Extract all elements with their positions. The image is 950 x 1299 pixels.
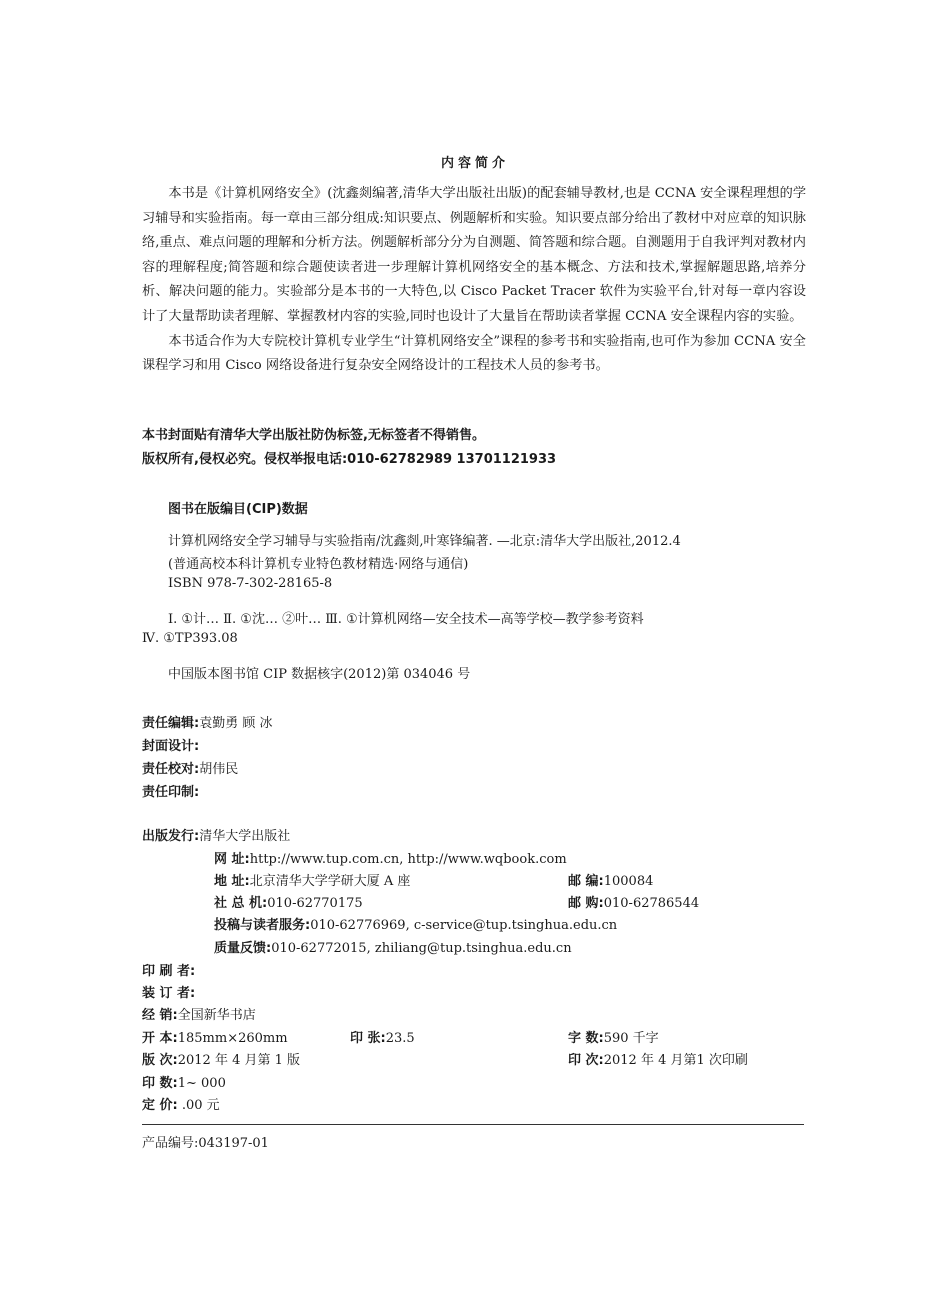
- price-value: .00 元: [177, 1098, 220, 1113]
- impression-row: [568, 1049, 748, 1068]
- cip-line-2: (普通高校本科计算机专业特色教材精选·网络与通信): [168, 557, 469, 572]
- reader-service-row: [214, 914, 617, 933]
- switchboard-value: 010-62770175: [267, 896, 363, 911]
- intro-section: [142, 182, 806, 379]
- print-run-row: [142, 1072, 226, 1091]
- editor-value: 袁勤勇 顾 冰: [199, 716, 273, 731]
- price-label: 定 价:: [142, 1098, 178, 1113]
- distributor-value: 全国新华书店: [177, 1008, 256, 1023]
- copyright-notice: 版权所有,侵权必究。侵权举报电话:010-62782989 13701121933: [142, 452, 557, 467]
- website-value: http://www.tup.com.cn, http://www.wqbook.com: [249, 852, 567, 867]
- intro-paragraph-1: 本书是《计算机网络安全》(沈鑫剡编著,清华大学出版社出版)的配套辅导教材,也是 CCNA 安全课程理想的学习辅导和实验指南。每一章由三部分组成:知识要点、例题解析和实验。知识要点部分给出了教材中对应章的知识脉络,重点、难点问题的理解和分析方法。例题解析部分分为自测题、简答题和综合题。自测题用于自我评判对教材内容的理解程度;简答题和综合题使读者进一步理解计算机网络安全的基本概念、方法和技术,掌握解题思路,培养分析、解决问题的能力。实验部分是本书的一大特色,以 Cisco Packet Tracer 软件为实验平台,针对每一章内容设计了大量帮助读者理解、掌握教材内容的实验,同时也设计了大量旨在帮助读者掌握 CCNA 安全课程内容的实验。: [142, 186, 806, 324]
- binder-label: 装 订 者:: [142, 986, 196, 1001]
- price-row: [142, 1094, 220, 1113]
- print-run-value: 1~ 000: [177, 1076, 226, 1091]
- distributor-row: [142, 1004, 256, 1023]
- cip-isbn: ISBN 978-7-302-28165-8: [168, 576, 333, 591]
- cip-line-5: Ⅳ. ①TP393.08: [142, 631, 238, 646]
- anti-counterfeit-notice: 本书封面贴有清华大学出版社防伪标签,无标签者不得销售。: [142, 428, 485, 443]
- mail-order-row: [568, 892, 699, 911]
- publisher-label: 出版发行:: [142, 829, 200, 844]
- quality-feedback-value: 010-62772015, zhiliang@tup.tsinghua.edu.cn: [271, 941, 572, 956]
- word-count-label: 字 数:: [568, 1031, 604, 1046]
- website-row: [214, 848, 567, 867]
- cover-design-row: [142, 735, 199, 754]
- switchboard-row: [214, 892, 363, 911]
- proofreader-row: [142, 758, 238, 777]
- address-label: 地 址:: [214, 874, 250, 889]
- cover-design-label: 封面设计:: [142, 739, 200, 754]
- sheets-row: [350, 1027, 415, 1046]
- edition-label: 版 次:: [142, 1053, 178, 1068]
- address-row: [214, 870, 410, 889]
- impression-label: 印 次:: [568, 1053, 604, 1068]
- quality-feedback-label: 质量反馈:: [214, 941, 272, 956]
- print-run-label: 印 数:: [142, 1076, 178, 1091]
- editor-label: 责任编辑:: [142, 716, 200, 731]
- printer-label: 印 刷 者:: [142, 964, 196, 979]
- distributor-label: 经 销:: [142, 1008, 178, 1023]
- cip-line-1: 计算机网络安全学习辅导与实验指南/沈鑫剡,叶寒锋编著. —北京:清华大学出版社,2012.4: [168, 534, 681, 549]
- reader-service-label: 投稿与读者服务:: [214, 918, 311, 933]
- format-row: [142, 1027, 288, 1046]
- print-supervisor-label: 责任印制:: [142, 785, 200, 800]
- zip-value: 100084: [603, 874, 654, 889]
- cip-heading: 图书在版编目(CIP)数据: [168, 502, 308, 517]
- proofreader-label: 责任校对:: [142, 762, 200, 777]
- divider-line: [142, 1124, 804, 1125]
- cip-line-4: Ⅰ. ①计… Ⅱ. ①沈… ②叶… Ⅲ. ①计算机网络—安全技术—高等学校—教学参考资料: [168, 612, 644, 627]
- zip-row: [568, 870, 653, 889]
- switchboard-label: 社 总 机:: [214, 896, 268, 911]
- impression-value: 2012 年 4 月第1 次印刷: [603, 1053, 748, 1068]
- mail-order-label: 邮 购:: [568, 896, 604, 911]
- format-value: 185mm×260mm: [177, 1031, 288, 1046]
- zip-label: 邮 编:: [568, 874, 604, 889]
- product-code-value: 043197-01: [198, 1136, 269, 1151]
- reader-service-value: 010-62776969, c-service@tup.tsinghua.edu.cn: [310, 918, 618, 933]
- format-label: 开 本:: [142, 1031, 178, 1046]
- cip-line-6: 中国版本图书馆 CIP 数据核字(2012)第 034046 号: [168, 667, 471, 682]
- sheets-label: 印 张:: [350, 1031, 386, 1046]
- address-value: 北京清华大学学研大厦 A 座: [249, 874, 411, 889]
- product-code-label: 产品编号:: [142, 1136, 199, 1151]
- mail-order-value: 010-62786544: [603, 896, 700, 911]
- proofreader-value: 胡伟民: [199, 762, 239, 777]
- binder-row: [142, 982, 195, 1001]
- printer-row: [142, 960, 195, 979]
- page-title: 内容简介: [440, 156, 509, 171]
- publisher-row: [142, 825, 290, 844]
- website-label: 网 址:: [214, 852, 250, 867]
- word-count-value: 590 千字: [603, 1031, 659, 1046]
- quality-feedback-row: [214, 937, 572, 956]
- intro-paragraph-2: 本书适合作为大专院校计算机专业学生“计算机网络安全”课程的参考书和实验指南,也可作为参加 CCNA 安全课程学习和用 Cisco 网络设备进行复杂安全网络设计的工程技术人员的参考书。: [142, 333, 806, 374]
- edition-value: 2012 年 4 月第 1 版: [177, 1053, 301, 1068]
- print-supervisor-row: [142, 781, 199, 800]
- sheets-value: 23.5: [385, 1031, 415, 1046]
- word-count-row: [568, 1027, 659, 1046]
- publisher-value: 清华大学出版社: [199, 829, 291, 844]
- edition-row: [142, 1049, 300, 1068]
- product-code-row: [142, 1132, 269, 1151]
- editor-row: [142, 712, 272, 731]
